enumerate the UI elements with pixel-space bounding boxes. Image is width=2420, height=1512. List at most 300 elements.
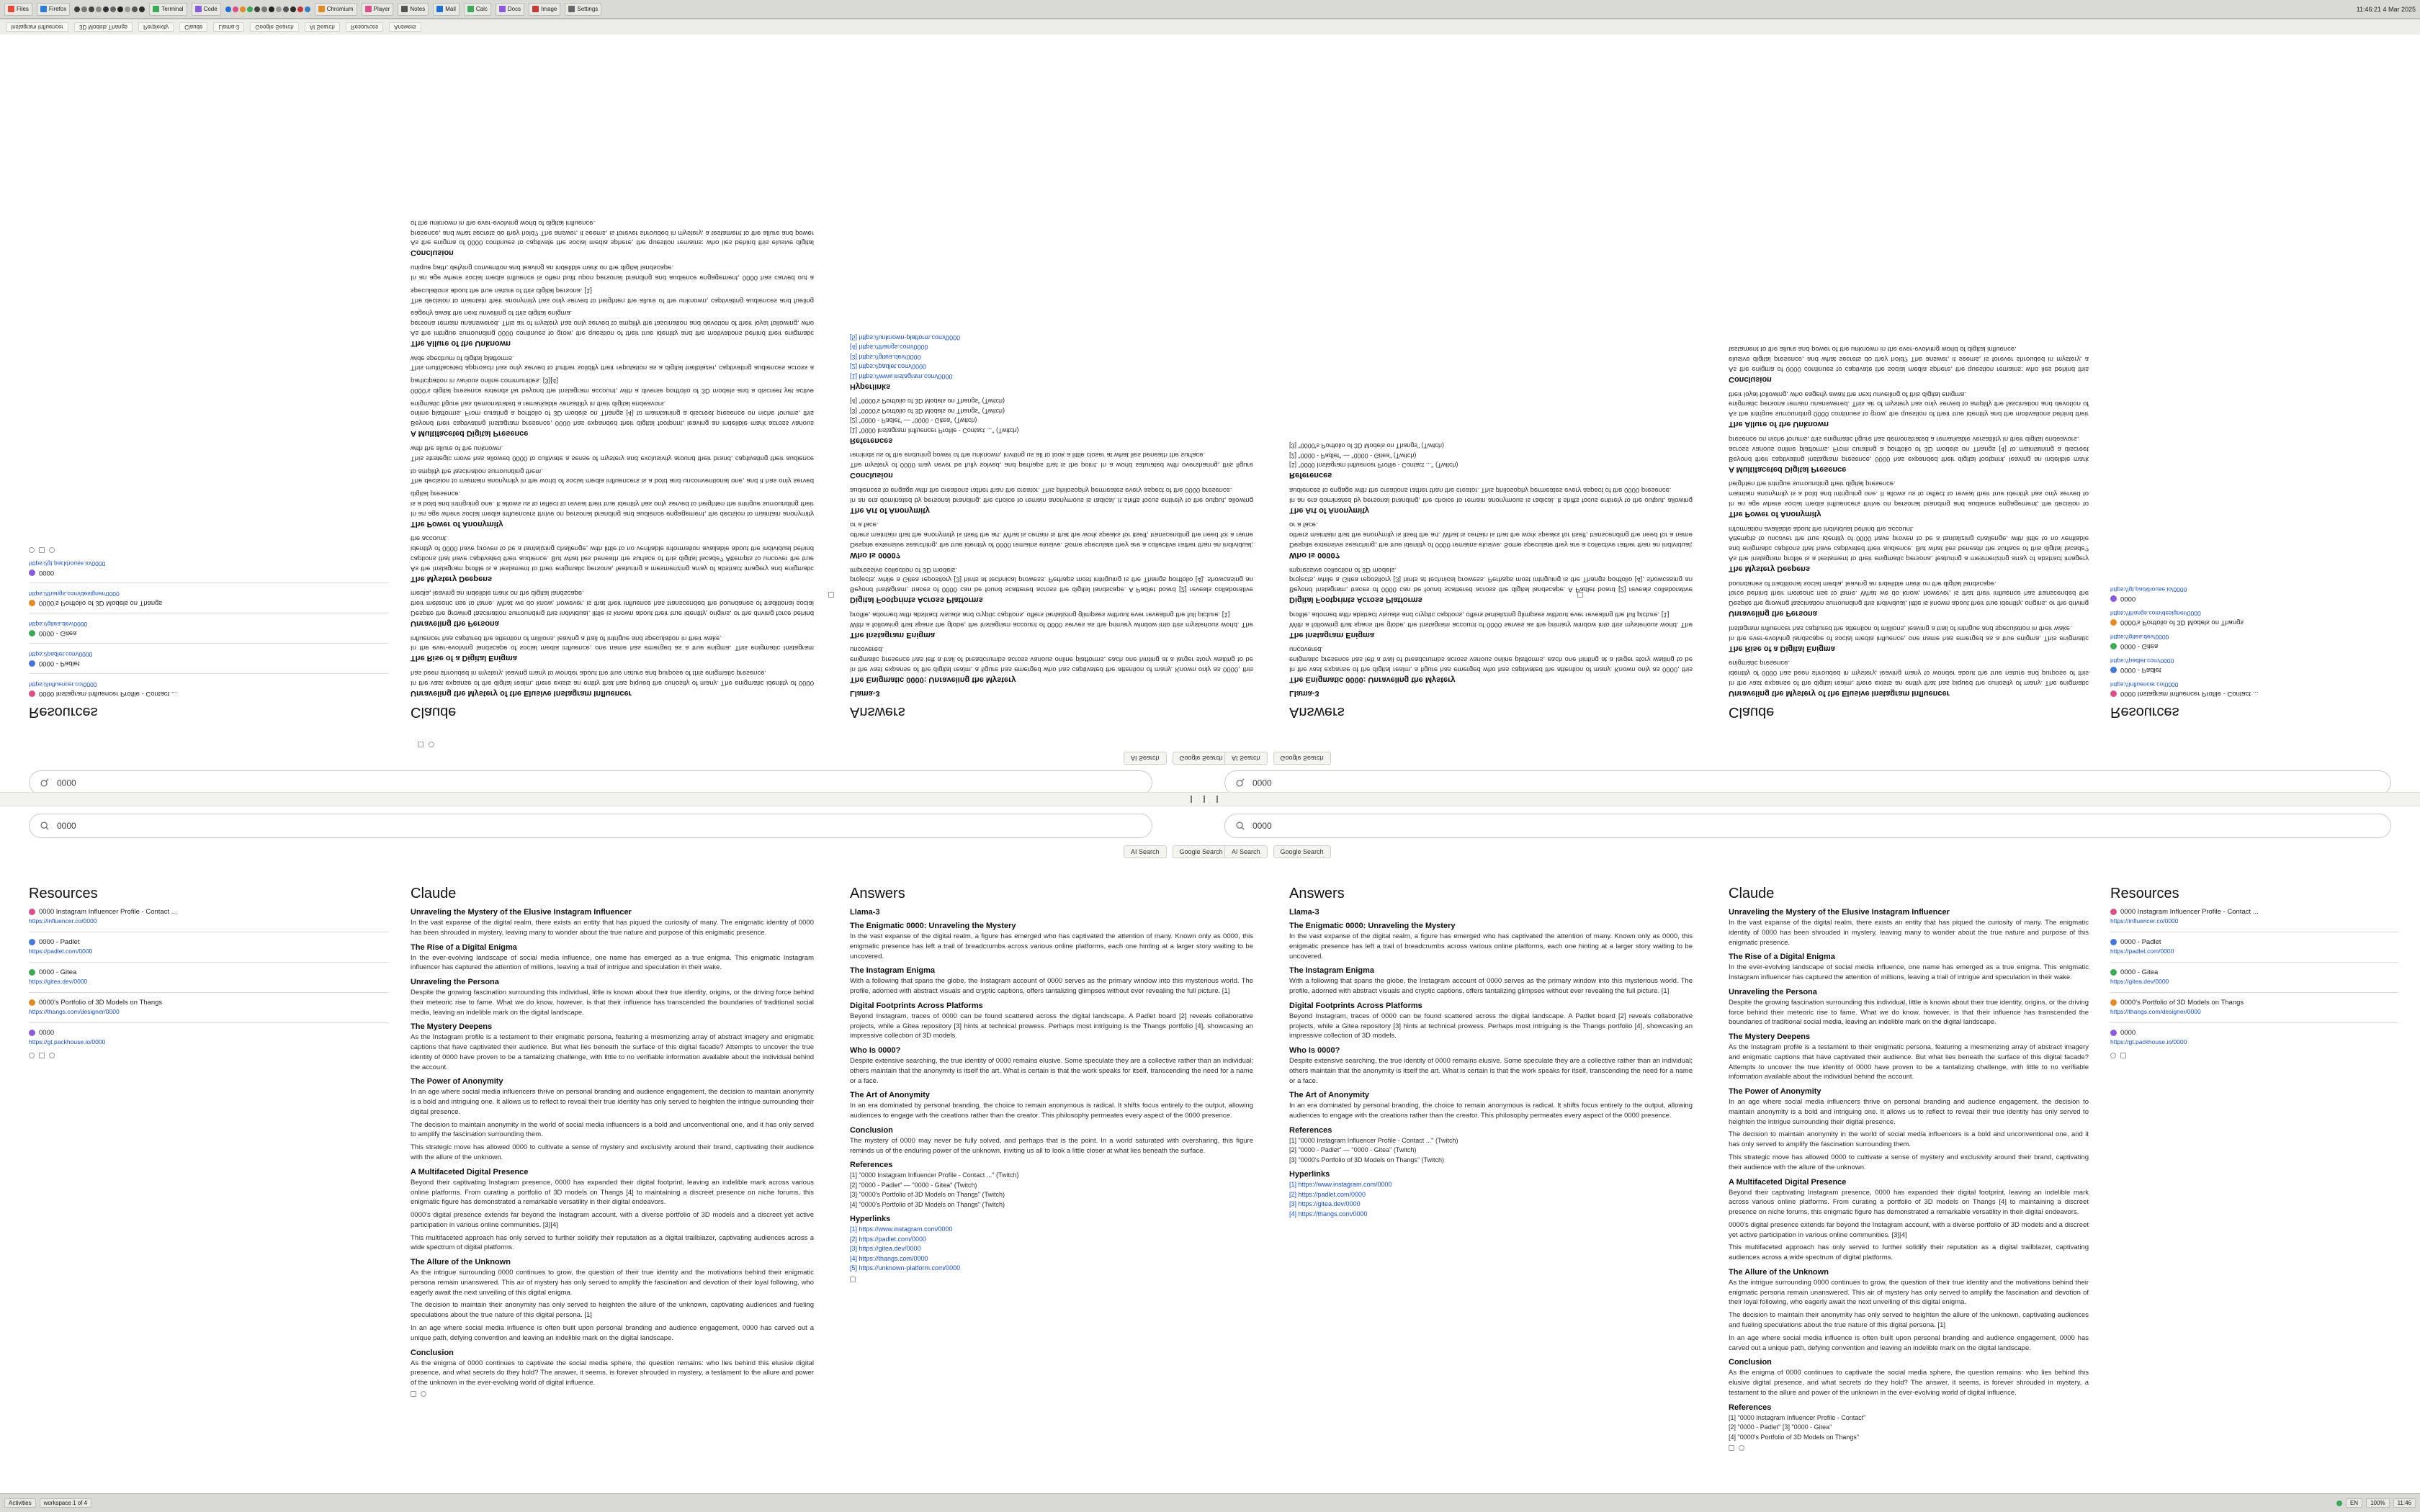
taskbar-item[interactable] (529, 3, 560, 16)
resource-label: 0000 - Padlet (2120, 666, 2161, 674)
section-heading: Digital Footprints Across Platforms (1289, 1001, 1422, 1010)
section-heading: The Enigmatic 0000: Unraveling the Mystery (1289, 675, 1456, 684)
battery-indicator[interactable]: 100% (2366, 1498, 2389, 1508)
references-list (850, 1171, 1253, 1210)
reference-item: [4] "0000's Portfolio of 3D Models on Thangs" (Twitch) (850, 1200, 1005, 1208)
copy-icon[interactable] (1577, 592, 1583, 598)
hyperlink[interactable]: [2] https://padlet.com/0000 (1289, 1190, 1366, 1198)
resource-item[interactable] (29, 621, 389, 637)
section-heading: Conclusion (850, 471, 893, 480)
section-body: In an age where social media influencers thrive on personal branding and audience engagement, the decision to maintain anonymity is a bold and intriguing one. It allows us to reflect to reveal their true identity has only served to heighten the intrigue surrounding their digital presence. (1729, 1098, 2089, 1126)
search-buttons-2[interactable] (1224, 845, 1331, 858)
resource-url[interactable]: https://gitea.dev/0000 (29, 978, 88, 985)
refresh-icon[interactable] (1739, 1445, 1744, 1451)
reference-item: [1] "0000 Instagram Influencer Profile - Contact ..." (Twitch) (850, 1171, 1019, 1179)
taskbar-item[interactable] (433, 3, 460, 16)
section-heading: The Enigmatic 0000: Unraveling the Mystery (850, 922, 1016, 930)
section-heading: Digital Footprints Across Platforms (850, 1001, 983, 1010)
hyperlinks-heading: Hyperlinks (1289, 1170, 1330, 1179)
resource-url[interactable]: https://thangs.com/designer/0000 (2110, 610, 2201, 617)
search-input-value-mirrored: 0000 (57, 778, 76, 788)
resource-url[interactable]: https://padlet.com/0000 (29, 948, 93, 955)
taskbar-item-label: Settings (577, 6, 599, 12)
copy-icon[interactable] (2120, 1053, 2126, 1058)
search-input-row[interactable] (29, 814, 1152, 838)
resource-url[interactable]: https://influencer.co/0000 (2110, 917, 2179, 924)
bottom-system-bar[interactable] (0, 1493, 2420, 1512)
section-heading: The Rise of a Digital Enigma (1729, 953, 1835, 962)
section-body: In an era dominated by personal branding, the choice to remain anonymous is radical. It shifts focus entirely to the output, allowing audiences to engage with the creations rather than the creator. This philosophy permeates every aspect of the 0000 presence. (1289, 1102, 1693, 1120)
toolbar-icons-mirrored[interactable] (418, 742, 434, 747)
section-body: This multifaceted approach has only served to further solidify their reputation as a digital trailblazer, captivating audiences across a wide spectrum of digital platforms. (411, 354, 814, 372)
reference-item: [2] "0000 - Padlet" — "0000 - Gitea" (Twitch) (1289, 451, 1417, 459)
resource-item[interactable] (2110, 968, 2398, 985)
claude-column (411, 886, 814, 1397)
resource-url[interactable]: https://thangs.com/designer/0000 (29, 590, 120, 598)
resources-title: Resources (29, 886, 98, 901)
hyperlink[interactable]: [2] https://padlet.com/0000 (850, 363, 927, 371)
section-body: As the enigma of 0000 continues to captivate the social media sphere, the question remains: who lies behind this elusive digital presence, and what secrets do they hold? The answer, it seems, is forever shrouded in mystery, a testament to the allure and power of the unknown in the ever-evolving world of digital influence. (1729, 1369, 2089, 1397)
section-body: As the Instagram profile is a testament to their enigmatic persona, featuring a mesmerizing array of abstract imagery and enigmatic captions that have captivated their audience. But what lies beneath the surface of this digital facade? Attempts to uncover the true identity of 0000 have proven to be a tantalizing challenge, with little to no verifiable information available about the individual behind the account. (411, 534, 814, 572)
resource-item[interactable] (2110, 938, 2398, 955)
tab-answers[interactable]: Answers (389, 22, 421, 32)
resource-url[interactable]: https://gitea.dev/0000 (2110, 634, 2169, 641)
google-search-button-2[interactable]: Google Search (1273, 845, 1331, 858)
resource-label: 0000 - Padlet (39, 938, 80, 946)
resource-label: 0000 Instagram Influencer Profile - Contact ... (2120, 908, 2259, 916)
search-input-value-2: 0000 (1252, 821, 1272, 831)
resource-item[interactable] (29, 651, 389, 667)
resource-url[interactable]: https://influencer.co/0000 (2110, 681, 2179, 688)
taskbar-item-label: Notes (410, 6, 426, 12)
hyperlink[interactable]: [1] https://www.instagram.com/0000 (1289, 1181, 1392, 1189)
section-body: This strategic move has allowed 0000 to cultivate a sense of mystery and exclusivity around their brand, captivating their audience with the allure of the unknown. (1729, 1153, 2089, 1171)
resource-url[interactable]: https://gitea.dev/0000 (29, 621, 88, 628)
section-heading: Conclusion (1729, 374, 1772, 384)
section-heading: The Art of Anonymity (1289, 1091, 1370, 1100)
reference-item: [1] "0000 Instagram Influencer Profile - Contact ..." (Twitch) (1289, 1136, 1458, 1144)
reference-item: [4] "0000's Portfolio of 3D Models on Thangs" (Twitch) (850, 397, 1005, 405)
resources-column-right (2110, 886, 2398, 1058)
bullet-icon (29, 969, 35, 976)
section-heading: Who Is 0000? (1289, 1046, 1340, 1056)
section-heading: A Multifaceted Digital Presence (411, 1167, 529, 1176)
search-input-row-2[interactable] (1224, 814, 2391, 838)
section-body: As the intrigue surrounding 0000 continues to grow, the question of their true identity and the motivations behind their enigmatic persona remain unanswered. This air of mystery has only served to amplify the fascination and devotion of their loyal following, who eagerly await the next unveiling of this digital enigma. (1729, 1278, 2089, 1307)
activities-button[interactable]: Activities (4, 1498, 36, 1508)
section-body: In the vast expanse of the digital realm, there exists an entity that has piqued the curiosity of many. The enigmatic identity of 0000 has been shrouded in mystery, leaving many to wonder about the true nature and purpose of this enigmatic presence. (411, 669, 814, 687)
section-heading: The Art of Anonymity (1289, 505, 1370, 515)
hyperlink[interactable]: [2] https://padlet.com/0000 (850, 1235, 927, 1243)
workspace-indicator[interactable]: workspace 1 of 4 (40, 1498, 91, 1508)
resource-label: 0000 - Gitea (2120, 642, 2159, 650)
section-body: As the intrigue surrounding 0000 continues to grow, the question of their true identity and the motivations behind their enigmatic persona remain unanswered. This air of mystery has only served to amplify the fascination and devotion of their loyal following, who eagerly await the next unveiling of this digital enigma. (411, 1269, 814, 1297)
section-body: The decision to maintain anonymity in the world of social media influencers is a bold and unconventional one, and it has only served to amplify the fascination surrounding them. (411, 1120, 814, 1139)
taskbar-item[interactable] (149, 3, 187, 16)
resource-label: 0000 (2120, 1029, 2136, 1037)
resource-item[interactable] (29, 999, 389, 1015)
taskbar-item-label: Docs (507, 6, 521, 12)
section-heading: The Power of Anonymity (1729, 509, 1821, 518)
tab-google-search[interactable]: Google Search (250, 22, 298, 32)
section-heading: The Art of Anonymity (850, 1091, 931, 1100)
ai-search-button-mirrored[interactable]: AI Search (1124, 752, 1167, 765)
resource-item[interactable] (29, 681, 389, 698)
section-heading: Conclusion (850, 1125, 893, 1135)
resource-label: 0000 - Padlet (39, 660, 80, 667)
tab-instagram-influencer[interactable]: Instagram Influencer (6, 22, 68, 32)
copy-icon[interactable] (1729, 1445, 1734, 1451)
section-body: In the vast expanse of the digital realm, there exists an entity that has piqued the curiosity of many. The enigmatic identity of 0000 has been shrouded in mystery, leaving many to wonder about the true nature and purpose of this enigmatic presence. (411, 919, 814, 937)
search-input-row-mirrored-2[interactable] (1224, 770, 2391, 795)
resource-url[interactable]: https://gt.packhouse.io/0000 (29, 1038, 106, 1045)
search-buttons-mirrored[interactable] (1124, 752, 1230, 765)
section-heading: Conclusion (411, 248, 454, 258)
status-icon (2110, 1053, 2116, 1058)
taskbar-item[interactable] (398, 3, 429, 16)
section-body: As the enigma of 0000 continues to captivate the social media sphere, the question remains: who lies behind this elusive digital presence, and what secrets do they hold? The answer, it seems, is forever shrouded in mystery, a testament to the allure and power of the unknown in the ever-evolving world of digital influence. (411, 218, 814, 247)
section-heading: The Allure of the Unknown (1729, 420, 1829, 429)
section-body: As the intrigue surrounding 0000 continues to grow, the question of their true identity and the motivations behind their enigmatic persona remain unanswered. This air of mystery has only served to amplify the fascination and devotion of their loyal following, who eagerly await the next unveiling of this digital enigma. (1729, 390, 2089, 418)
resource-label: 0000 (39, 569, 55, 577)
section-body: The decision to maintain anonymity in the world of social media influencers is a bold and unconventional one, and it has only served to amplify the fascination surrounding them. (411, 467, 814, 485)
mirrored-page-region (0, 35, 2420, 806)
resources-column-mirrored (29, 547, 389, 720)
resource-url[interactable]: https://gt.packhouse.io/0000 (2110, 586, 2187, 593)
section-heading: The Art of Anonymity (850, 505, 931, 515)
resource-url[interactable]: https://thangs.com/designer/0000 (2110, 1008, 2201, 1015)
references-heading: References (850, 436, 893, 445)
section-body: In an age where social media influencers thrive on personal branding and audience engagement, the decision to maintain anonymity is a bold and intriguing one. It allows us to reflect to reveal their true identity has only served to heighten the intrigue surrounding their digital presence. (411, 490, 814, 518)
reference-item: [3] "0000's Portfolio of 3D Models on Thangs" (Twitch) (1289, 1156, 1445, 1164)
window-divider-bar (0, 792, 2420, 806)
section-body: The mystery of 0000 may never be fully solved, and perhaps that is the point. In a world saturated with oversharing, this figure reminds us of the enduring power of the unknown, inviting us all to look a little closer at what lies beneath the surface. (850, 1136, 1253, 1155)
section-body: The decision to maintain their anonymity has only served to heighten the allure of the unknown, captivating audiences and fueling speculations about the true nature of this digital persona. [1] (411, 1301, 814, 1320)
taskbar-item[interactable] (362, 3, 394, 16)
section-body: In the vast expanse of the digital realm, there exists an entity that has piqued the curiosity of many. The enigmatic identity of 0000 has been shrouded in mystery, leaving many to wonder about the true nature and purpose of this enigmatic presence. (1729, 659, 2089, 687)
section-body: Despite the growing fascination surrounding this individual, little is known about their true identity, origins, or the driving force behind their meteoric rise to fame. What we do know, however, is that their influence has transcended the boundaries of traditional social media, leaving an indelible mark on the digital landscape. (1729, 998, 2089, 1027)
section-body: As the enigma of 0000 continues to captivate the social media sphere, the question remains: who lies behind this elusive digital presence, and what secrets do they hold? The answer, it seems, is forever shrouded in mystery, a testament to the allure and power of the unknown in the ever-evolving world of digital influence. (411, 1359, 814, 1387)
llama-label: Llama-3 (850, 908, 880, 917)
taskbar-item[interactable] (4, 3, 32, 16)
tab-llama[interactable]: Llama-3 (213, 22, 244, 32)
section-body: As the Instagram profile is a testament to their enigmatic persona, featuring a mesmerizing array of abstract imagery and enigmatic captions that have captivated their audience. But what lies beneath the surface of this digital facade? Attempts to uncover the true identity of 0000 have proven to be a tantalizing challenge, with little to no verifiable information available about the individual behind the account. (1729, 524, 2089, 562)
bullet-icon (2110, 999, 2117, 1006)
taskbar-item-label: Mail (445, 6, 456, 12)
copy-icon[interactable] (418, 742, 424, 747)
divider (29, 992, 389, 993)
resource-item[interactable] (29, 560, 389, 577)
section-heading: The Mystery Deepens (1729, 564, 1811, 573)
resource-label: 0000 Instagram Influencer Profile - Contact ... (39, 690, 177, 698)
section-heading: The Enigmatic 0000: Unraveling the Mystery (850, 675, 1016, 684)
hyperlink[interactable]: [5] https://unknown-platform.com/0000 (850, 1264, 961, 1272)
hyperlink[interactable]: [4] https://thangs.com/0000 (850, 1254, 928, 1262)
reference-item: [2] "0000 - Padlet" [3] "0000 - Gitea" (1729, 1423, 1832, 1431)
search-input-row-mirrored[interactable] (29, 770, 1152, 795)
taskbar-item[interactable] (192, 3, 221, 16)
section-body: In the ever-evolving landscape of social media influence, one name has emerged as a true enigma. This enigmatic Instagram influencer has captured the attention of millions, leaving a trail of intrigue and speculation in their wake. (411, 953, 814, 972)
resource-item[interactable] (2110, 657, 2398, 674)
resource-label: 0000 - Gitea (39, 968, 77, 976)
section-body: With a following that spans the globe, the Instagram account of 0000 serves as the primary window into this mysterious world. The profile, adorned with abstract visuals and cryptic captions, offers tantalizing glimpses without ever revealing the full picture. [1] (1289, 977, 1693, 996)
resource-url[interactable]: https://gitea.dev/0000 (2110, 978, 2169, 985)
section-body: With a following that spans the globe, the Instagram account of 0000 serves as the primary window into this mysterious world. The profile, adorned with abstract visuals and cryptic captions, offers tantalizing glimpses without ever revealing the full picture. [1] (1289, 610, 1693, 629)
taskbar-item[interactable] (496, 3, 524, 16)
resource-url[interactable]: https://gt.packhouse.io/0000 (29, 560, 106, 567)
resource-item[interactable] (2110, 634, 2398, 650)
resource-url[interactable]: https://influencer.co/0000 (29, 681, 97, 688)
resource-item[interactable] (29, 968, 389, 985)
hyperlink[interactable]: [5] https://unknown-platform.com/0000 (850, 333, 961, 341)
reference-item: [1] "0000 Instagram Influencer Profile - Contact" (1729, 1413, 1866, 1421)
section-body: Despite extensive searching, the true identity of 0000 remains elusive. Some speculate they are a collective rather than an individual; others maintain that the anonymity is itself the art. What is certain is that the work speaks for itself, transcending the need for a name or a face. (850, 521, 1253, 549)
app-icon (8, 6, 14, 12)
hyperlink[interactable]: [1] https://www.instagram.com/0000 (850, 1225, 953, 1233)
taskbar-item[interactable] (37, 3, 70, 16)
section-body: As the intrigue surrounding 0000 continues to grow, the question of their true identity and the motivations behind their enigmatic persona remain unanswered. This air of mystery has only served to amplify the fascination and devotion of their loyal following, who eagerly await the next unveiling of this digital enigma. (411, 309, 814, 337)
language-indicator[interactable]: EN (2346, 1498, 2362, 1508)
references-heading: References (1729, 1403, 1772, 1412)
hyperlink[interactable]: [3] https://gitea.dev/0000 (1289, 1200, 1361, 1208)
section-heading: The Mystery Deepens (1729, 1032, 1811, 1042)
taskbar-item-label: Code (203, 6, 218, 12)
resource-url[interactable]: https://padlet.com/0000 (29, 651, 93, 658)
section-heading: A Multifaceted Digital Presence (1729, 464, 1847, 474)
answers-title-2: Answers (1289, 886, 1345, 901)
section-body: In the vast expanse of the digital realm, a figure has emerged who has captivated the attention of many. Known only as 0000, this enigmatic presence has left a trail of breadcrumbs across various online platforms, each one hinting at a larger story waiting to be uncovered. (1289, 932, 1693, 960)
references-heading: References (1289, 471, 1332, 480)
taskbar-item-label: Chromium (326, 6, 354, 12)
section-body: This strategic move has allowed 0000 to cultivate a sense of mystery and exclusivity around their brand, captivating their audience with the allure of the unknown. (411, 444, 814, 462)
resource-item[interactable] (2110, 610, 2398, 626)
answers-title-mirrored-2: Answers (1289, 704, 1345, 720)
llama-label-mirrored: Llama-3 (850, 689, 880, 698)
section-heading: Unraveling the Persona (411, 618, 499, 628)
tab-ai-search[interactable]: AI Search (305, 22, 340, 32)
ai-search-button[interactable]: AI Search (1124, 845, 1167, 858)
resource-url[interactable]: https://thangs.com/designer/0000 (29, 1008, 120, 1015)
references-heading: References (1289, 1125, 1332, 1135)
resource-item[interactable] (2110, 1029, 2398, 1045)
section-body: In an era dominated by personal branding, the choice to remain anonymous is radical. It shifts focus entirely to the output, allowing audiences to engage with the creations rather than the creator. This philosophy permeates every aspect of the 0000 presence. (850, 485, 1253, 504)
resource-item[interactable] (2110, 586, 2398, 603)
section-body: In an era dominated by personal branding, the choice to remain anonymous is radical. It shifts focus entirely to the output, allowing audiences to engage with the creations rather than the creator. This philosophy permeates every aspect of the 0000 presence. (850, 1102, 1253, 1120)
resources-title-mirrored-2: Resources (2110, 704, 2179, 720)
references-heading: References (850, 1161, 893, 1170)
section-heading: Who Is 0000? (850, 550, 901, 559)
toolbar-icons-mirrored-3[interactable] (1577, 592, 1583, 598)
hyperlink[interactable]: [3] https://gitea.dev/0000 (850, 353, 921, 361)
hyperlink[interactable]: [4] https://thangs.com/0000 (1289, 1210, 1368, 1218)
copy-icon[interactable] (850, 1277, 856, 1282)
section-body: The decision to maintain anonymity in the world of social media influencers is a bold and unconventional one, and it has only served to amplify the fascination surrounding them. (1729, 1130, 2089, 1149)
google-search-button-mirrored[interactable]: Google Search (1173, 752, 1230, 765)
tab-perplexity[interactable]: Perplexity (138, 22, 174, 32)
section-heading: Unraveling the Persona (1729, 987, 1817, 996)
answers-column (850, 886, 1253, 1282)
reference-item: [3] "0000's Portfolio of 3D Models on Thangs" (Twitch) (1289, 442, 1445, 450)
bottom-bar-left[interactable] (4, 1498, 91, 1508)
resource-label: 0000 Instagram Influencer Profile - Contact ... (2120, 690, 2259, 698)
clock-bottom[interactable]: 11:46 (2393, 1498, 2416, 1508)
ai-search-button-2[interactable]: AI Search (1224, 845, 1268, 858)
divider (2110, 1022, 2398, 1023)
hyperlinks-list (1289, 1180, 1693, 1219)
tab-resources[interactable]: Resources (346, 22, 383, 32)
section-heading: Digital Footprints Across Platforms (1289, 595, 1422, 605)
bullet-icon (2110, 939, 2117, 945)
resource-url[interactable]: https://gt.packhouse.io/0000 (2110, 1038, 2187, 1045)
divider (2110, 962, 2398, 963)
taskbar-item-label: Calc (475, 6, 488, 12)
hyperlinks-heading: Hyperlinks (850, 382, 891, 391)
resource-item[interactable] (29, 938, 389, 955)
refresh-icon[interactable] (429, 742, 434, 747)
section-body: In the ever-evolving landscape of social media influence, one name has emerged as a true enigma. This enigmatic Instagram influencer has captured the attention of millions, leaving a trail of intrigue and speculation in their wake. (1729, 963, 2089, 982)
claude-title-2: Claude (1729, 886, 1775, 901)
section-body: Despite the growing fascination surrounding this individual, little is known about their true identity, origins, or the driving force behind their meteoric rise to fame. What we do know, however, is that their influence has transcended the boundaries of traditional social media, leaving an indelible mark on the digital landscape. (1729, 579, 2089, 608)
section-body: In an age where social media influencers thrive on personal branding and audience engagement, the decision to maintain anonymity is a bold and intriguing one. It allows us to reflect to reveal their true identity has only served to heighten the intrigue surrounding their digital presence. (411, 1088, 814, 1116)
section-heading: The Power of Anonymity (411, 1077, 503, 1086)
section-body: 0000's digital presence extends far beyond the Instagram account, with a diverse portfolio of 3D models and a discreet yet active participation in various online communities. [3][4] (1729, 1220, 2089, 1239)
resource-url[interactable]: https://padlet.com/0000 (2110, 948, 2174, 955)
reference-item: [3] "0000's Portfolio of 3D Models on Thangs" (Twitch) (850, 1191, 1005, 1199)
hyperlinks-heading: Hyperlinks (850, 1215, 891, 1224)
claude-title-mirrored-2: Claude (1729, 704, 1775, 720)
taskbar-item[interactable] (464, 3, 491, 16)
reference-item: [1] "0000 Instagram Influencer Profile - Contact ..." (Twitch) (850, 426, 1019, 434)
toolbar-icons-mirrored-2[interactable] (828, 592, 834, 598)
copy-icon[interactable] (39, 1053, 45, 1058)
answers-column-mirrored (850, 332, 1253, 720)
section-heading: A Multifaceted Digital Presence (411, 429, 529, 438)
section-heading: Unraveling the Mystery of the Elusive Instagram Influencer (1729, 689, 1950, 698)
claude-column-mirrored-2 (1729, 341, 2089, 720)
section-body: Beyond Instagram, traces of 0000 can be found scattered across the digital landscape. A Padlet board [2] reveals collaborative projects, while a Gitea repository [3] hints at technical prowess. Perhaps most intriguing is the Thangs portfolio [4], showcasing an impressive collection of 3D models. (1289, 565, 1693, 594)
section-body: Despite extensive searching, the true identity of 0000 remains elusive. Some speculate they are a collective rather than an individual; others maintain that the anonymity is itself the art. What is certain is that the work speaks for itself, transcending the need for a name or a face. (1289, 1057, 1693, 1085)
section-heading: Conclusion (411, 1348, 454, 1357)
section-body: In the vast expanse of the digital realm, there exists an entity that has piqued the curiosity of many. The enigmatic identity of 0000 has been shrouded in mystery, leaving many to wonder about the true nature and purpose of this enigmatic presence. (1729, 919, 2089, 947)
resource-item[interactable] (2110, 999, 2398, 1015)
section-body: In an age where social media influencers thrive on personal branding and audience engagement, the decision to maintain anonymity is a bold and intriguing one. It allows us to reflect to reveal their true identity has only served to heighten the intrigue surrounding their digital presence. (1729, 480, 2089, 508)
taskbar-item-label: Player (373, 6, 390, 12)
search-buttons[interactable] (1124, 845, 1230, 858)
llama-label-2: Llama-3 (1289, 908, 1319, 917)
taskbar-item-label: Terminal (161, 6, 184, 12)
section-heading: Unraveling the Persona (411, 978, 499, 987)
google-search-button[interactable]: Google Search (1173, 845, 1230, 858)
meta-row (29, 1053, 389, 1058)
bullet-icon (29, 999, 35, 1006)
section-heading: Unraveling the Mystery of the Elusive Instagram Influencer (411, 689, 632, 698)
reference-item: [2] "0000 - Padlet" — "0000 - Gitea" (Twitch) (850, 1181, 977, 1189)
resource-url[interactable]: https://padlet.com/0000 (2110, 657, 2174, 665)
section-heading: The Allure of the Unknown (411, 338, 511, 348)
resources-title-right: Resources (2110, 886, 2179, 901)
resource-item[interactable] (2110, 681, 2398, 698)
section-body: In an age where social media influence is often built upon personal branding and audience engagement, 0000 has carved out a unique path, defying convention and leaving an indelible mark on the digital landscape. (1729, 1333, 2089, 1352)
copy-icon[interactable] (828, 592, 834, 598)
resource-url[interactable]: https://influencer.co/0000 (29, 917, 97, 924)
section-heading: The Instagram Enigma (1289, 630, 1374, 639)
top-system-bar[interactable] (0, 0, 2420, 19)
section-heading: The Power of Anonymity (411, 519, 503, 528)
section-heading: The Rise of a Digital Enigma (1729, 644, 1835, 653)
bottom-bar-right[interactable] (2336, 1498, 2416, 1508)
divider (29, 962, 389, 963)
hyperlink[interactable]: [3] https://gitea.dev/0000 (850, 1245, 921, 1253)
section-body: Despite the growing fascination surrounding this individual, little is known about their true identity, origins, or the driving force behind their meteoric rise to fame. What we do know, however, is that their influence has transcended the boundaries of traditional social media, leaving an indelible mark on the digital landscape. (411, 589, 814, 617)
section-body: Beyond Instagram, traces of 0000 can be found scattered across the digital landscape. A Padlet board [2] reveals collaborative projects, while a Gitea repository [3] hints at technical prowess. Perhaps most intriguing is the Thangs portfolio [4], showcasing an impressive collection of 3D models. (1289, 1012, 1693, 1040)
ai-search-button-mirrored-2[interactable]: AI Search (1224, 752, 1268, 765)
section-body: Beyond their captivating Instagram presence, 0000 has expanded their digital footprint, leaving an indelible mark across various online platforms. From curating a portfolio of 3D models on Thangs [4] to maintaining a discreet presence on niche forums, this enigmatic figure has demonstrated a remarkable versatility in their digital endeavors. (411, 1178, 814, 1207)
section-body: Despite extensive searching, the true identity of 0000 remains elusive. Some speculate they are a collective rather than an individual; others maintain that the anonymity is itself the art. What is certain is that the work speaks for itself, transcending the need for a name or a face. (1289, 521, 1693, 549)
section-heading: The Mystery Deepens (411, 1022, 493, 1032)
section-heading: The Instagram Enigma (850, 630, 935, 639)
network-icon[interactable] (2336, 1500, 2342, 1506)
section-body: The decision to maintain their anonymity has only served to heighten the allure of the unknown, captivating audiences and fueling speculations about the true nature of this digital persona. [1] (411, 286, 814, 305)
hyperlink[interactable]: [1] https://www.instagram.com/0000 (850, 372, 953, 380)
taskbar-item[interactable] (315, 3, 357, 16)
bullet-icon (2110, 909, 2117, 915)
tab-3d-models[interactable]: 3D Models Thangs (74, 22, 133, 32)
section-heading: Who Is 0000? (1289, 550, 1340, 559)
answers-title-mirrored: Answers (850, 704, 905, 720)
reference-item: [4] "0000's Portfolio of 3D Models on Thangs" (1729, 1433, 1860, 1441)
section-body: With a following that spans the globe, the Instagram account of 0000 serves as the primary window into this mysterious world. The profile, adorned with abstract visuals and cryptic captions, offers tantalizing glimpses without ever revealing the full picture. [1] (850, 977, 1253, 996)
browser-tab-strip[interactable] (0, 19, 2420, 35)
section-heading: Conclusion (1729, 1358, 1772, 1367)
section-body: Despite extensive searching, the true identity of 0000 remains elusive. Some speculate they are a collective rather than an individual; others maintain that the anonymity is itself the art. What is certain is that the work speaks for itself, transcending the need for a name or a face. (850, 1057, 1253, 1085)
section-body: In an era dominated by personal branding, the choice to remain anonymous is radical. It shifts focus entirely to the output, allowing audiences to engage with the creations rather than the creator. This philosophy permeates every aspect of the 0000 presence. (1289, 485, 1693, 504)
section-body: As the enigma of 0000 continues to captivate the social media sphere, the question remains: who lies behind this elusive digital presence, and what secrets do they hold? The answer, it seems, is forever shrouded in mystery, a testament to the allure and power of the unknown in the ever-evolving world of digital influence. (1729, 345, 2089, 373)
page-region (0, 806, 2420, 1483)
resource-item[interactable] (29, 1029, 389, 1045)
meta-row (850, 1277, 1253, 1282)
thumbs-up-icon[interactable] (421, 1391, 426, 1397)
section-heading: A Multifaceted Digital Presence (1729, 1177, 1847, 1187)
section-body: In the vast expanse of the digital realm, a figure has emerged who has captivated the attention of many. Known only as 0000, this enigmatic presence has left a trail of breadcrumbs across various online platforms, each one hinting at a larger story waiting to be uncovered. (850, 932, 1253, 960)
section-body: This multifaceted approach has only served to further solidify their reputation as a digital trailblazer, captivating audiences across a wide spectrum of digital platforms. (1729, 1243, 2089, 1262)
resource-item[interactable] (29, 590, 389, 607)
taskbar-item[interactable] (565, 3, 601, 16)
resource-label: 0000 - Gitea (39, 629, 77, 637)
google-search-button-mirrored-2[interactable]: Google Search (1273, 752, 1331, 765)
refresh-icon[interactable] (49, 1053, 55, 1058)
search-buttons-mirrored-2[interactable] (1224, 752, 1331, 765)
resource-label: 0000's Portfolio of 3D Models on Thangs (39, 599, 163, 607)
resource-item[interactable] (2110, 908, 2398, 924)
section-body: In the vast expanse of the digital realm, a figure has emerged who has captivated the attention of many. Known only as 0000, this enigmatic presence has left a trail of breadcrumbs across various online platforms, each one hinting at a larger story waiting to be uncovered. (850, 645, 1253, 673)
section-body: With a following that spans the globe, the Instagram account of 0000 serves as the primary window into this mysterious world. The profile, adorned with abstract visuals and cryptic captions, offers tantalizing glimpses without ever revealing the full picture. [1] (850, 610, 1253, 629)
search-icon (1235, 821, 1245, 831)
tab-claude[interactable]: Claude (179, 22, 207, 32)
taskbar-item-label: Image (541, 6, 557, 12)
section-body: As the Instagram profile is a testament to their enigmatic persona, featuring a mesmerizing array of abstract imagery and enigmatic captions that have captivated their audience. But what lies beneath the surface of this digital facade? Attempts to uncover the true identity of 0000 have proven to be a tantalizing challenge, with little to no verifiable information available about the individual behind the account. (411, 1033, 814, 1071)
copy-icon[interactable] (411, 1391, 416, 1397)
hyperlink[interactable]: [4] https://thangs.com/0000 (850, 343, 928, 351)
section-heading: The Mystery Deepens (411, 574, 493, 583)
section-body: Beyond their captivating Instagram presence, 0000 has expanded their digital footprint, leaving an indelible mark across various online platforms. From curating a portfolio of 3D models on Thangs [4] to maintaining a discreet presence on niche forums, this enigmatic figure has demonstrated a remarkable versatility in their digital endeavors. (1729, 434, 2089, 463)
section-heading: The Allure of the Unknown (411, 1258, 511, 1267)
section-body: In an age where social media influence is often built upon personal branding and audience engagement, 0000 has carved out a unique path, defying convention and leaving an indelible mark on the digital landscape. (411, 264, 814, 282)
search-input-value-mirrored-2: 0000 (1252, 778, 1272, 788)
answers-column-2 (1289, 886, 1693, 1219)
resource-label: 0000 - Gitea (2120, 968, 2159, 976)
bullet-icon (2110, 1030, 2117, 1036)
resource-item[interactable] (29, 908, 389, 924)
